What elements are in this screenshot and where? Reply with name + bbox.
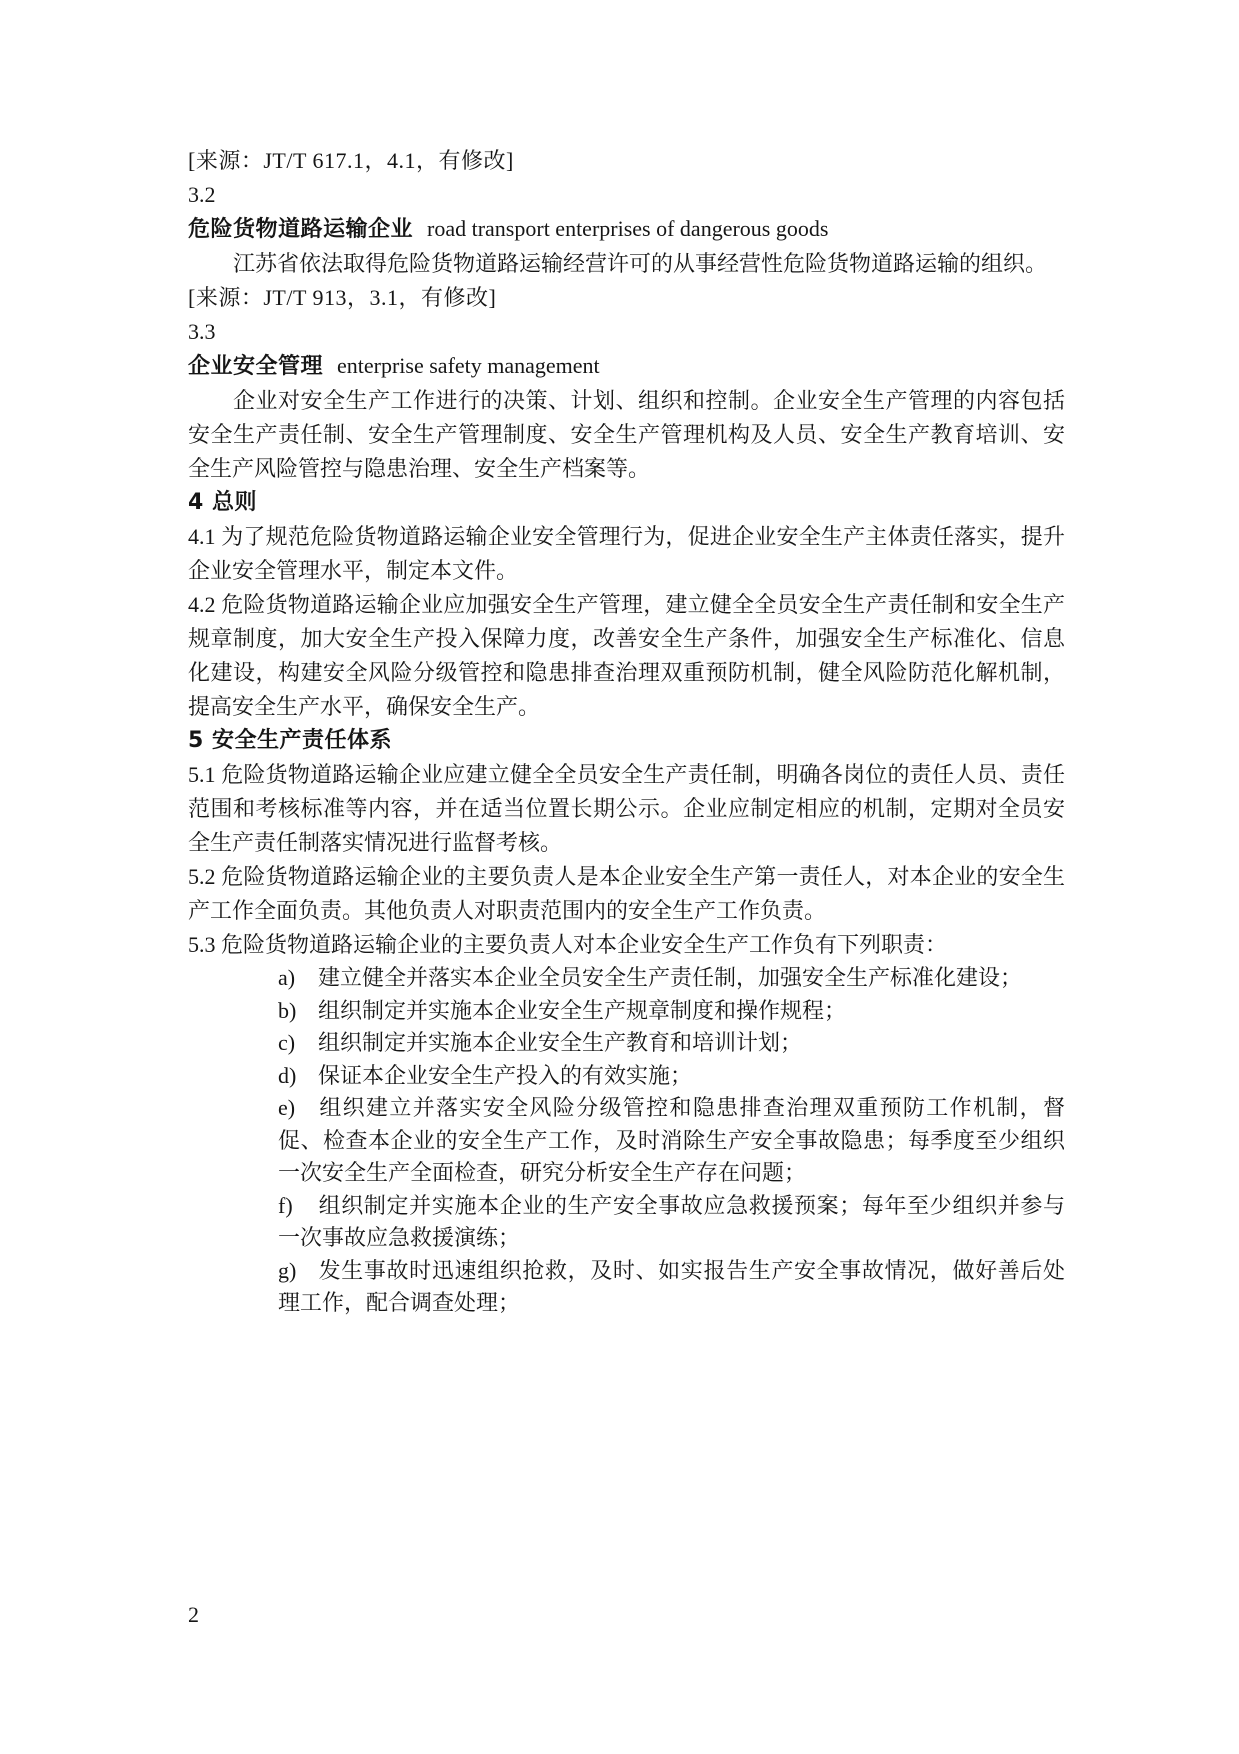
term-zh-3-3: 企业安全管理 <box>188 354 324 379</box>
term-en-3-2: road transport enterprises of dangerous goods <box>427 216 829 241</box>
clause-4-2: 4.2 危险货物道路运输企业应加强安全生产管理，建立健全全员安全生产责任制和安全生产规章制度，加大安全生产投入保障力度，改善安全生产条件，加强安全生产标准化、信息化建设，构建安全风险分级管控和隐患排查治理双重预防机制，健全风险防范化解机制，提高安全生产水平，确保安全生产。 <box>188 592 1065 719</box>
list-text-a: 建立健全并落实本企业全员安全生产责任制，加强安全生产标准化建设； <box>318 965 1023 990</box>
clause-5-3: 5.3 危险货物道路运输企业的主要负责人对本企业安全生产工作负有下列职责： <box>188 932 948 957</box>
list-marker-e: e) <box>278 1095 296 1120</box>
source-note-jtt913: [来源：JT/T 913，3.1，有修改] <box>188 285 497 310</box>
definition-3-2: 江苏省依法取得危险货物道路运输经营许可的从事经营性危险货物道路运输的组织。 <box>233 251 1048 276</box>
list-item-e <box>278 1092 1065 1190</box>
list-item-a <box>278 962 1065 995</box>
clause-5-2: 5.2 危险货物道路运输企业的主要负责人是本企业安全生产第一责任人，对本企业的安全生产工作全面负责。其他负责人对职责范围内的安全生产工作负责。 <box>188 864 1065 923</box>
list-marker-d: d) <box>278 1062 297 1088</box>
list-item-g <box>278 1255 1065 1320</box>
list-item-f <box>278 1190 1065 1255</box>
term-en-3-3: enterprise safety management <box>337 353 600 378</box>
section-heading-5: 5 安全生产责任体系 <box>188 728 392 753</box>
list-marker-a: a) <box>278 965 296 990</box>
list-text-g: 发生事故时迅速组织抢救，及时、如实报告生产安全事故情况，做好善后处理工作，配合调查处理； <box>278 1257 1065 1315</box>
clause-number-3-3: 3.3 <box>188 319 216 344</box>
list-text-d: 保证本企业安全生产投入的有效实施； <box>318 1062 693 1088</box>
term-heading-3-2 <box>188 212 1065 247</box>
list-marker-g: g) <box>278 1257 297 1283</box>
list-item-d <box>278 1060 1065 1093</box>
list-marker-b: b) <box>278 997 297 1023</box>
definition-3-3: 企业对安全生产工作进行的决策、计划、组织和控制。企业安全生产管理的内容包括安全生产责任制、安全生产管理制度、安全生产管理机构及人员、安全生产教育培训、安全生产风险管控与隐患治理、安全生产档案等。 <box>188 388 1065 481</box>
list-text-e: 组织建立并落实安全风险分级管控和隐患排查治理双重预防工作机制，督促、检查本企业的安全生产工作，及时消除生产安全事故隐患；每季度至少组织一次安全生产全面检查，研究分析安全生产存在问题； <box>278 1095 1065 1185</box>
list-item-b <box>278 995 1065 1028</box>
page-number: 2 <box>188 1602 199 1627</box>
term-heading-3-3 <box>188 349 1065 384</box>
list-text-f: 组织制定并实施本企业的生产安全事故应急救援预案；每年至少组织并参与一次事故应急救援演练； <box>278 1192 1065 1250</box>
source-note-jtt617: [来源：JT/T 617.1，4.1，有修改] <box>188 148 514 173</box>
list-marker-c: c) <box>278 1030 296 1055</box>
clause-4-1: 4.1 为了规范危险货物道路运输企业安全管理行为，促进企业安全生产主体责任落实，提升企业安全管理水平，制定本文件。 <box>188 524 1065 583</box>
clause-number-3-2: 3.2 <box>188 182 216 207</box>
list-marker-f: f) <box>278 1192 293 1218</box>
section-heading-4: 4 总则 <box>188 490 257 515</box>
list-item-c <box>278 1027 1065 1060</box>
responsibility-list <box>278 962 1065 1320</box>
term-zh-3-2: 危险货物道路运输企业 <box>188 217 414 242</box>
clause-5-1: 5.1 危险货物道路运输企业应建立健全全员安全生产责任制，明确各岗位的责任人员、责任范围和考核标准等内容，并在适当位置长期公示。企业应制定相应的机制，定期对全员安全生产责任制落实情况进行监督考核。 <box>188 762 1065 855</box>
document-body <box>188 144 1065 1320</box>
list-text-c: 组织制定并实施本企业安全生产教育和培训计划； <box>318 1030 803 1055</box>
list-text-b: 组织制定并实施本企业安全生产规章制度和操作规程； <box>318 997 847 1023</box>
